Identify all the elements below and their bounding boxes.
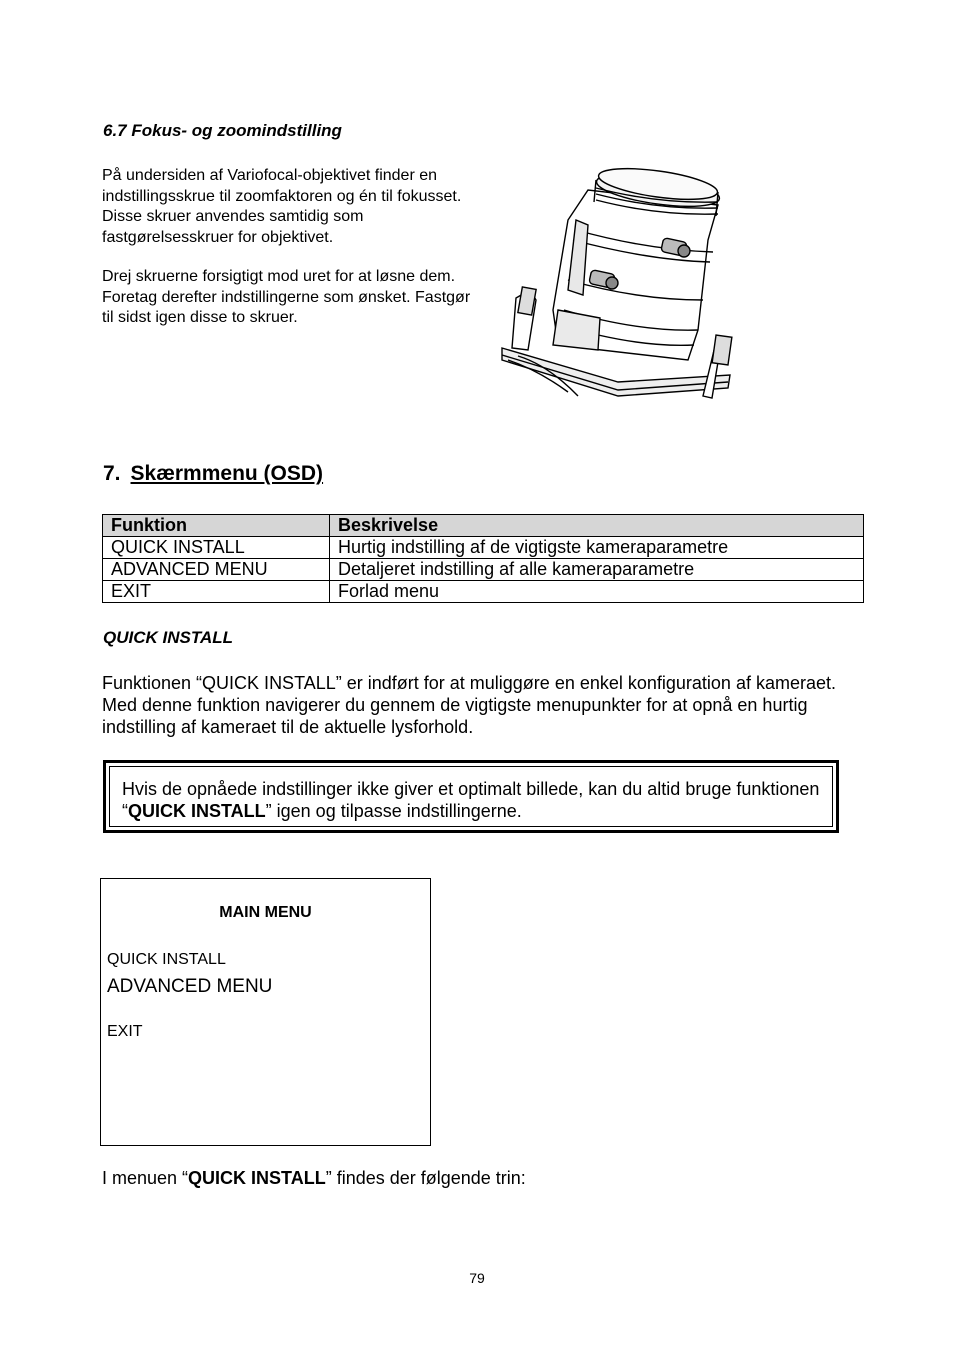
table-row: [103, 537, 864, 559]
lens-paragraph-2: Drej skruerne forsigtigt mod uret for at løsne dem. Foretag derefter indstillingerne som ønsket. Fastgør til sidst igen disse to skruer.: [102, 268, 471, 326]
table-cell-function: QUICK INSTALL: [103, 537, 330, 559]
page-number: 79: [469, 1270, 485, 1286]
table-cell-description: Forlad menu: [330, 581, 864, 603]
note-text-bold: QUICK INSTALL: [128, 801, 266, 821]
note-text: [109, 766, 833, 827]
chapter-number: 7.: [103, 462, 121, 485]
menu-item-exit: EXIT: [107, 1023, 143, 1040]
table-cell-description: Detaljeret indstilling af alle kameraparametre: [330, 559, 864, 581]
menu-item-advanced-menu: ADVANCED MENU: [107, 976, 273, 997]
steps-intro-start: I menuen “: [102, 1168, 189, 1188]
quick-install-body: Funktionen “QUICK INSTALL” er indført for at muliggøre en enkel konfiguration af kameraet. Med denne funktion navigerer du gennem de vigtigste menupunkter for at opnå en hurtig indstilling af kameraet til de aktuelle lysforhold.: [102, 673, 836, 737]
note-text-end: ” igen og tilpasse indstillingerne.: [265, 801, 522, 821]
chapter-heading: [103, 462, 323, 486]
steps-intro-bold: QUICK INSTALL: [188, 1168, 326, 1188]
main-menu-title: MAIN MENU: [219, 904, 312, 921]
note-box: [103, 760, 839, 833]
table-header-description: Beskrivelse: [330, 515, 864, 537]
note-text-start: Hvis de opnåede indstillinger ikke giver et optimalt billede, kan du altid bruge funktionen “: [122, 779, 820, 821]
steps-intro-end: ” findes der følgende trin:: [325, 1168, 526, 1188]
osd-main-menu: [100, 878, 431, 1146]
varifocal-lens-illustration: [498, 160, 748, 400]
osd-function-table: [102, 514, 864, 603]
table-row: [103, 559, 864, 581]
section-title: 6.7 Fokus- og zoomindstilling: [103, 121, 342, 140]
chapter-title: Skærmmenu (OSD): [130, 462, 324, 485]
table-header-function: Funktion: [103, 515, 330, 537]
table-header-row: [103, 515, 864, 537]
table-row: [103, 581, 864, 603]
table-cell-function: ADVANCED MENU: [103, 559, 330, 581]
menu-item-quick-install: QUICK INSTALL: [107, 951, 226, 968]
lens-paragraph-1: På undersiden af Variofocal-objektivet finder en indstillingsskrue til zoomfaktoren og én til fokusset. Disse skruer anvendes samtidig som fastgørelsesskruer for objektivet.: [102, 167, 462, 246]
steps-intro: [102, 1168, 526, 1189]
table-cell-function: EXIT: [103, 581, 330, 603]
table-cell-description: Hurtig indstilling af de vigtigste kameraparametre: [330, 537, 864, 559]
quick-install-heading: QUICK INSTALL: [103, 628, 234, 647]
